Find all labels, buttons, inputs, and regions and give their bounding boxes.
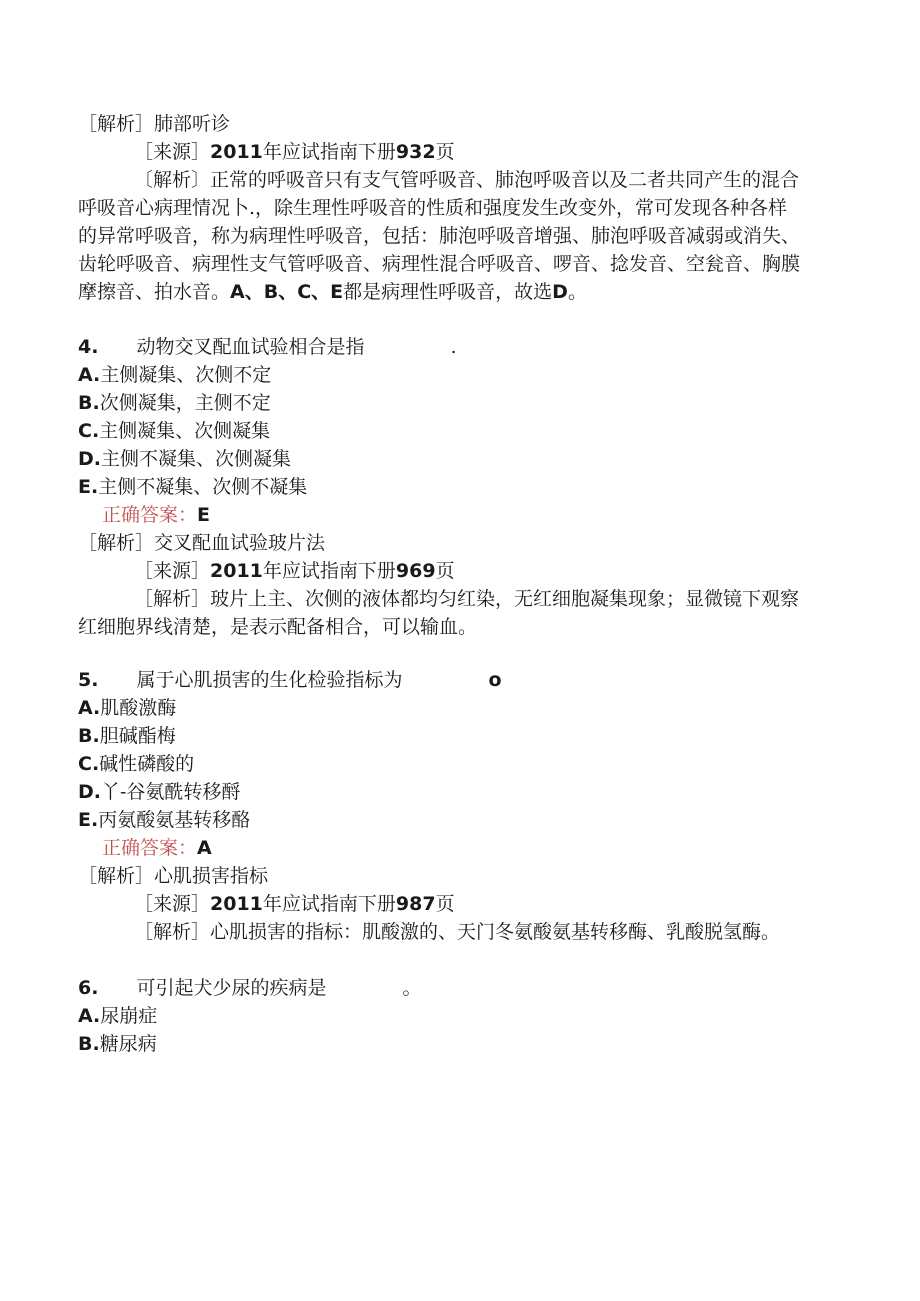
analysis-detail-line: 红细胞界线清楚，是表示配备相合，可以输血。 bbox=[78, 616, 478, 638]
correct-answer: 正确答案：E bbox=[102, 504, 210, 526]
option-b[interactable]: B.糖尿病 bbox=[78, 1033, 157, 1055]
option-d[interactable]: D.丫-谷氨酰转移酹 bbox=[78, 781, 241, 803]
question-6-stem: 6. 可引起犬少尿的疾病是 。 bbox=[78, 977, 422, 999]
analysis-detail-line: 的异常呼吸音，称为病理性呼吸音，包括：肺泡呼吸音增强、肺泡呼吸音减弱或消失、 bbox=[78, 225, 801, 247]
option-b[interactable]: B.胆碱酯梅 bbox=[78, 725, 176, 747]
analysis-title: ［解析］肺部听诊 bbox=[78, 113, 231, 135]
analysis-title: ［解析］交叉配血试验玻片法 bbox=[78, 532, 326, 554]
source-line: ［来源］2011年应试指南下册932页 bbox=[134, 141, 455, 163]
option-a[interactable]: A.主侧凝集、次侧不定 bbox=[78, 364, 272, 386]
option-e[interactable]: E.主侧不凝集、次侧不凝集 bbox=[78, 476, 308, 498]
option-d[interactable]: D.主侧不凝集、次侧凝集 bbox=[78, 448, 292, 470]
analysis-title: ［解析］心肌损害指标 bbox=[78, 865, 269, 887]
analysis-detail-line: ［解析］玻片上主、次侧的液体都均匀红染，无红细胞凝集现象；显微镜下观察 bbox=[134, 588, 800, 610]
option-c[interactable]: C.主侧凝集、次侧凝集 bbox=[78, 420, 271, 442]
analysis-detail-line: ［解析］心肌损害的指标：肌酸激的、天门冬氨酸氨基转移酶、乳酸脱氢酶。 bbox=[134, 921, 781, 943]
analysis-detail-line: 〔解析〕正常的呼吸音只有支气管呼吸音、肺泡呼吸音以及二者共同产生的混合 bbox=[134, 169, 800, 191]
analysis-detail-line: 呼吸音心病理情况卜.，除生理性呼吸音的性质和强度发生改变外，常可发现各种各样 bbox=[78, 197, 788, 219]
option-e[interactable]: E.丙氨酸氨基转移酪 bbox=[78, 809, 251, 831]
question-number: 5. bbox=[78, 669, 99, 691]
correct-answer: 正确答案：A bbox=[102, 837, 212, 859]
source-line: ［来源］2011年应试指南下册969页 bbox=[134, 560, 455, 582]
option-a[interactable]: A.肌酸激酶 bbox=[78, 697, 177, 719]
analysis-detail-line: 齿轮呼吸音、病理性支气管呼吸音、病理性混合呼吸音、啰音、捻发音、空瓮音、胸膜 bbox=[78, 253, 801, 275]
option-c[interactable]: C.碱性磷酸的 bbox=[78, 753, 195, 775]
option-b[interactable]: B.次侧凝集，主侧不定 bbox=[78, 392, 271, 414]
source-line: ［来源］2011年应试指南下册987页 bbox=[134, 893, 455, 915]
question-4-stem: 4. 动物交叉配血试验相合是指 . bbox=[78, 336, 457, 358]
analysis-detail-line: 摩擦音、拍水音。A、B、C、E都是病理性呼吸音，故选D。 bbox=[78, 281, 587, 303]
question-number: 4. bbox=[78, 336, 99, 358]
question-number: 6. bbox=[78, 977, 99, 999]
option-a[interactable]: A.尿崩症 bbox=[78, 1005, 158, 1027]
question-5-stem: 5. 属于心肌损害的生化检验指标为 o bbox=[78, 669, 502, 691]
